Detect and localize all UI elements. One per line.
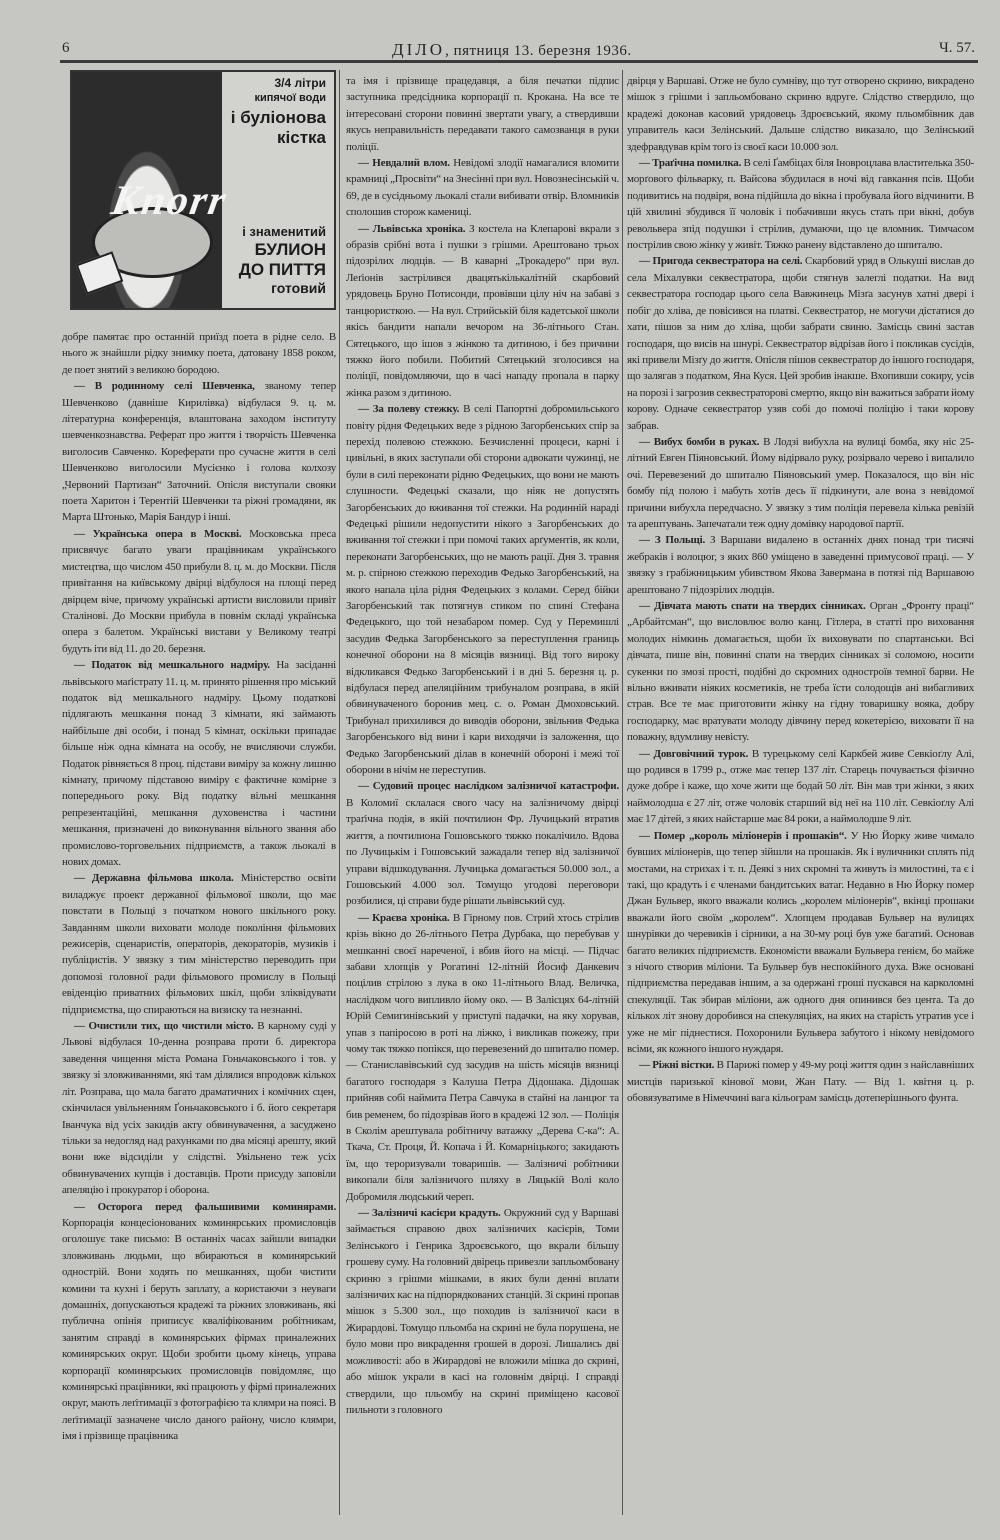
article <box>346 1205 619 1418</box>
article-body: двірця у Варшаві. Отже не було сумніву, що тут отворено скриню, викрадено мішок з грішми і запльомбовано скриню вдруге. Слідство ствердило, що крадежі доконав касовий урядовець Здроєвський, якому пльомбівник дав управитель каси Зелінський. Дальше слідство виказало, що Зелінський здефравдував крім того із своєї каси 10.000 зол. <box>627 75 974 153</box>
column-divider <box>622 70 623 1515</box>
article <box>627 746 974 828</box>
article-heading: — Залізничі касієри крадуть. <box>358 1207 501 1220</box>
page-number: 6 <box>62 40 70 56</box>
article <box>62 1199 336 1445</box>
header-rule <box>60 60 978 63</box>
article <box>62 526 336 657</box>
ad-text: готовий <box>271 280 326 296</box>
article-body: З Варшави видалено в останніх днях понад три тисячі жебраків і волоцюг, з яких 860 уміщено в заведенні примусової праці. — У звязку з грабіжницьким убивством Якова Завермана в потязі під Варшавою арештовано 7 підозрілих людців. <box>627 534 974 596</box>
issue-date: , пятниця 13. березня 1936. <box>445 43 632 59</box>
article-body: званому тепер Шевченково (давніше Кирилівка) відбулася 9. ц. м. літературна конференція, влаштована заходом інституту шевченкознавства. Реферат про життя і творчість Шевченка виголосив Савченко. Кореферати про сучасне життя в селі Шевченково виголосили Мусієнко і голова колхозу „Червоний Партизан“ Заточний. Опісля виступали свояки поета Харитон і Терентій Шевченки та ріжні громадяни, як Марта Штонько, Марія Бандур і інші. <box>62 380 336 524</box>
article-body: Орган „Фронту праці“ „Арбайтсман“, що висловлює волю канц. Гітлера, в статті про виховання молодих німкинь домагається, щоби їх виховувати по спартанськи. Всі дівчата, пише він, повинні спати на твердих сінниках зі соломою, носити сукенки по змозі прості, подібні до скромних одностроїв темної барви. Не вільно вживати ніяких косметиків, не треба їсти солодощів ані вибагливих страв. Все те має приготовити жінку на гідну товаришку вояка, добру господарку, має вратувати молоду дівчину перед кокетерією, виховати її на поважну, вдумливу невісту. <box>627 600 974 744</box>
column-divider <box>339 70 340 1515</box>
knorr-advertisement <box>70 70 336 310</box>
page-header <box>62 40 975 60</box>
article <box>627 598 974 746</box>
column-2 <box>346 73 619 1418</box>
article <box>627 434 974 532</box>
article-body: В карному суді у Львові відбулася 10-денна розправа проти б. директора заведення чищення міста Романа Гоньчаковського і тов. у звязку зі зловживаннями, які там ділялися впродовж кількох літ. Розправа, що мала багато драматичних і комічних сцен, скінчилася увільненням Ґоньчаковського і б. його секретаря Іванчука від усіх закидів акту обвинувачення, а засуджено тільки за недогляд над рахунками по два місяці арешту, який вони вже відсиділи у слідстві. Увільнено теж усіх обвинувачених купців і доставців. Проти присуду заповіли апеляцію і прокуратор і оборона. <box>62 1020 336 1197</box>
article <box>627 253 974 433</box>
ad-text: 3/4 літри <box>274 76 326 90</box>
article-heading: — В родинному селі Шевченка, <box>74 380 255 393</box>
article-body: та імя і прізвище працедавця, а біля печатки підпис заступника предсідника корпорації п. Крокана. На все те інтересовані сторони повинні звертати увагу, а ствердивши якусь неправильність передавати такого самозванця в руки поліції. <box>346 75 619 153</box>
article-body: В Лодзі вибухла на вулиці бомба, яку ніс 25-літний Евген Піяновський. Йому відірвало руку, розірвало черево і випалило очі. Перевезений до шпиталю Піяновський умер. Показалося, що він ніс бомбу під полою і мабуть хотів десь її підкинути, але вона з невідомої причини вибухла передчасно. У звязку з тим поліція перевела кілька ревізій та арештувань. Запечатали теж одну домівку народової партії. <box>627 435 974 530</box>
article-body: В турецькому селі Каркбей живе Севкіоґлу Алі, що родився в 1799 р., отже має тепер 137 літ. Старець почувається фізично дуже добре і каже, що хоче жити ще бодай 50 літ. Він мав три жінки, з яких наймолодша є 27 літ, отже чоловік старший від неї на 110 літ. Севкіоґлу Алі має 17 дітей, з яких найстарше має 84 роки, а наймолодше 9 літ. <box>627 747 975 826</box>
article-body: Московська преса присвячує багато уваги працівникам українського мистецтва, що числом 450 прибули 8. ц. м. до Москви. Після привітання на київському двірці відбулося на площі перед двірцем віче, причому українські артисти висловили привіт Сталінові. До Москви прибула в повнім складі українська опера з балетом. Українські вистави у Великому театрі будуть іти від 11. до 20. березня. <box>62 527 336 655</box>
article-heading: — Довговічний турок. <box>639 747 749 760</box>
article-heading: — Податок від мешкального надміру. <box>74 659 270 672</box>
article-heading: — Львівська хроніка. <box>358 222 466 235</box>
article <box>627 1057 974 1106</box>
article-heading: — Судовий процес наслідком залізничої катастрофи. <box>358 780 619 793</box>
masthead <box>392 40 632 60</box>
article-body: На засіданні львівського маґістрату 11. ц. м. принято рішення про міський податок від мешкального надміру. Цьому податкові підлягають мешкання понад 3 кімнати, які займають найбільше дві особи, і понад 5 кімнат, оскільки припадає більше ніж одна кімната на особу, не вчисляючи служби. Податок рівняється 8 проц. підстави вимiру за кожну лишню кімнату, причому підставою вимiру є фактичне комірне з попереднього року. Від податку вільні мешкання репрезентаційні, мешкання духовенства і частини мешкання, призначені до виконування вільного звання або промислово-торговельних підприємств, а також льокалі в нових домах. <box>62 659 336 868</box>
article-body: Невідомі злодії намагалися вломити крамниці „Просвіти“ на Знесінні при вул. Новознесінській ч. 69, де в сусідньому льокалі стали вибивати отвір. Вломників сполошив сторож камениці. <box>346 157 619 219</box>
article <box>62 870 336 1018</box>
article <box>346 155 619 221</box>
column-1 <box>62 329 336 1445</box>
article <box>627 73 974 155</box>
ad-text: і знаменитий <box>242 224 326 239</box>
article-body: В Парижі помер у 49-му році життя один з найславніших мистців паризької кінової мови, Жан Пату. — Від 1. квітня ц. р. обовязуватиме в Німеччині вага кільограм замісць дотеперішнього фунта. <box>627 1059 975 1105</box>
article-heading: — Невдалий влом. <box>358 157 450 170</box>
ad-text: кипячої води <box>254 92 326 104</box>
article-body: Скарбовий уряд в Олькуші вислав до села Міхалувки секвестратора, щоби стягнув залеглі податки. На вид секвестратора господар цього села Вавжинець Мізґа засунув хатні двері і побіг до хліва, де повісився на платві. Секвестратор, не могучи дістатися до хати, пішов за ним до хліва, щоби забрати свиню. Замісць свині застав господаря, що висів на шнурі. Секвестратор відрізав його і покликав сусідів, які привели Мізґу до життя. Опісля пішов секвестратор до іншого господаря, що залягав з податком, Яна Куся. Цей зробив інакше. Вхопивши сокиру, усів на порозі і загрозив секвестраторові смертю, якщо він важиться забрати йому корову. Одначе секвестратор узяв собі до помочі поліцію і таки корову забрав. <box>627 255 974 432</box>
article <box>62 657 336 870</box>
ad-text: БУЛИОН <box>254 240 326 259</box>
article-heading: — Українська опера в Москві. <box>74 527 242 540</box>
ad-text: ДО ПИТТЯ <box>238 260 326 279</box>
article-body: В Гірному пов. Стрий хтось стрілив крізь вікно до 26-літнього Петра Дурбака, що перебував у мешканні своєї нареченої, і вбив його на місці. — Підчас забави хлопців у Рогатині 12-літній Йосиф Данкевич поцілив стрілою з лука в око 11-літнього Влад. Величка, наслідком чого випливло йому око. — В Залісцях 64-літній Юрій Семигинівський у приступі падачки, на яку хорував, упав з папіросою в роті на ліжко, і викликав пожежу, при чому так тяжко попікся, що перевезений до шпиталю помер. — Станиславівський суд засудив на шість місяців вязниці багатого господаря з Калуша Петра Дідошака. Дідошак прийняв собі наймита Петра Савчука в стайні на ланцюг та бив ременем, бо підозрівав його в крадежі 12 зол. — Поліція в Сколім арештувала робітничу ватажку „Дерева С-ка“: А. Ткача, Ст. Проця, Й. Копача і Й. Комарніцького; закидають їм, що тероризували товаришів. — Залізничі робітники викопали біля залізничого шляху в Ляцькій Волі коло Добромиля людський череп. <box>346 911 619 1203</box>
issue-number: Ч. 57. <box>939 40 975 56</box>
ad-text: кістка <box>277 128 326 147</box>
article <box>62 329 336 378</box>
article <box>346 910 619 1205</box>
article-heading: — Дівчата мають спати на твердих сінниках. <box>639 600 866 612</box>
article-body: В Коломиї склалася свого часу на залізничому двірці траґічна подія, в якій почтилион Фр. Лучицький втратив життя, а почтилиона Гошовського тяжко покалічило. Вдова по Лучицькім і Гошовський зажадали тепер від залізничої управи відшкодування. Лучицька домагається 50.000 зол., а Гошовський 4.000 зол. Томущо угодові переговори розбилися, ці справи буде рішати львівський суд. <box>346 796 619 908</box>
article-heading: — З Польщі. <box>639 534 706 547</box>
article <box>627 155 974 253</box>
article <box>346 401 619 778</box>
knorr-logo: Knorr <box>107 178 232 224</box>
article <box>346 221 619 401</box>
article-body: Міністерство освіти виладжує проект державної фільмової школи, що має повстати в Польщі з початком нового шкільного року. Завданням школи виховати молоде покоління фільмових режисерів, сценаристів, операторів, декораторів, музиків і публіцистів. У звязку з тим міністерство переводить при допомозі головної ради фільмового промислу в Польщі евіденцію приватних фільмових шкіл, щоби зліквідувати підприємства, що спираються на визиску та незнанні. <box>62 872 336 1016</box>
article-body: Окружний суд у Варшаві займається справою двох залізничих касієрів, Томи Зелінського і Генрика Здроєвського, що вкрали більшу грошеву суму. На головний двірець привезли запльомбовану скриню з грішми мішками, в яких були денні вплати залізничих кас на підпорядкованих станцій. Зі скрині пропав мішок з 5.300 зол., що походив із залізничої каси в Жирардові. Томущо пльомба на скрині не була порушена, не було мови про викрадення грошей в дорозі. Лишались дві можливості: або в Жирардові не вложили мішка до скрині, або мішок украли в касі на головнім двірці. І справді ствердили, що пльомбу на скрині приміщено касової пильноти з головного <box>346 1207 620 1416</box>
article-body: Корпорація концесіонованих коминярських промисловців оголошує таке письмо: В останніх часах зайшли випадки зловживань людьми, що вбираються в коминярський однострій. Вони ходять по мешканнях, щоби чистити комини та кухні і беруть заплату, а користаючи з неуваги домашніх, допускаються крадежі та ріжних зловживань, які публична опінія приписує кваліфікованим робітникам, занятим справді в коминярських фірмах приналежних коминярських округ. Щоби зробити цьому кінець, управа корпорації коминярських промисловців повідомляє, що коминярські працівники, які працюють у фірмі приналежних округ, мають леґітимації з фотографією та клямри на поясі. В леґітимації зазначене число даного району, число клямри, імя і прізвище працівника <box>62 1216 336 1443</box>
article-body: добре памятає про останній приїзд поета в рідне село. В нього ж знайшли рідку знимку поета, датовану 1858 роком, де поет знятий з великою бородою. <box>62 331 336 376</box>
article-body: В селі Папортні добромильського повіту рідня Федецьких веде з рідною Загорбенських спір за перехід полевою стежкою. Безчисленні процеси, карні і цивільні, в яких заступали обі сторони адвокати чужинці, не були в силі переконати рідню Федецьких, що вони не мають слушности. Федецькі сказали, що ніяк не допустять Загорбенських до вживання тої стежки. На родинній нараді Федецькі рішили недопустити нікого з Загорбенських до вживання тої стежки і при помочі таких арґументів, як коли, переконати Загорбенських, що не мають рації. Дня 3. травня м. р. спірною стежкою переходив Федько Загорбенський, на якого напала ціла рідня Федецьких з колами. Серед бійки Загорбенський так потягнув стиком по спині Стефана Федецького, що той незабаром помер. Суд у Перемишлі засудив Федька Загорбенського за переступлення границь конечної оборони на 8 місяців вязниці. Від того вироку відкликався Федько Загорбенський і в дні 5. березня ц. р. відбулася перед апеляційним трибуналом розправа, в якій обвинуваченого боронив мец. с. о. Роман Дмоховський. Трибунал прихилився до виводів оборони, звільнив Федька Загорбенського від вини і кари виходячи із заложення, що Федько Загорбенський ділав в конечній обороні і межі тої оборони в нічім не переступив. <box>346 403 619 777</box>
article-heading: — Траґічна помилка. <box>639 157 742 170</box>
article-heading: — Помер „король міліонерів і прошаків“. <box>639 829 847 842</box>
article-heading: — Вибух бомби в руках. <box>639 435 760 448</box>
article-body: У Ню Йорку живе чимало бувших міліонерів, що тепер зійшли на прошаків. Як і вуличники сплять під мостами, на стрихах і т. п. Деякі з них скромні та живуть із милостині, та є і такі, що крадуть і є членами бандитських ватаг. Недавно в Ню Йорку помер Джан Бульвер, якого вважали колись „королем міліонерів“, вкінці прошаки вважали його своїм „королем“. Хлопцем продавав Бульвер на вулицях шнурівки до черевиків і сірники, а на 30-му році був уже багатий. Основав багато великих підприємств. Економісти вважали Бульвера генієм, бо майже з нічого створив міліони. Та Бульвер був неспокійного духа. Вже основані підприємства передавав іншим, а за одержані гроші пускався на карколомні спекуляції. Так збирав міліони, аж одного дня опинився без цента. Та до кількох літ знову доробився на спекуляціях, на яких на старість утратив усе і уже не міг піднестися. Похоронили Бульвера забутого і нікому невідомого всіми, як кожного іншого нуждаря. <box>627 829 974 1055</box>
article-heading: — За полеву стежку. <box>358 403 460 416</box>
article-heading: — Державна фільмова школа. <box>74 872 234 885</box>
article <box>627 532 974 598</box>
article <box>62 1018 336 1198</box>
article <box>346 778 619 909</box>
article-heading: — Ріжні вістки. <box>639 1059 715 1072</box>
article <box>346 73 619 155</box>
article-body: В селі Ґамбіцах біля Іновроцлава властителька 350-морґового фільварку, п. Вайсова збудилася в ночі від гавкання псів. Щоби подивитись на подвіря, вона підійшла до вікна і пробувала його відчинити. В цій хвилині збудився її чоловік і побачивши якусь стать при вікні, добув револьвера зпід подушки і стрілив, думаючи, що це вломник. Тимчасом пострілив свою жінку у живіт. Тяжко ранену відставлено до шпиталю. <box>627 157 974 252</box>
article-heading: — Краєва хроніка. <box>358 911 450 924</box>
article-heading: — Пригода секвестратора на селі. <box>639 255 803 268</box>
article-heading: — Осторога перед фальшивими коминярами. <box>74 1200 336 1213</box>
article <box>627 828 974 1058</box>
article <box>62 378 336 526</box>
article-heading: — Очистили тих, що чистили місто. <box>74 1020 254 1033</box>
column-3 <box>627 73 974 1107</box>
ad-text: і буліонова <box>230 108 326 127</box>
newspaper-title: ДІЛО <box>392 40 446 59</box>
article-body: З костела на Клепарові вкрали з образів срібні вота і пушки з грішми. Арештовано трьох підозрілих людців. — В каварні „Трокадеро“ при вул. Леґіонів застрілився двацятькількалітній скарбовий урядовець Бруно Потисонди, провівши цілу ніч на забаві з танцюристкою. — На вул. Стрийській біля кадетської школи якісь бандити напали вечором на 36-літнього Стан. Сятецького, що ішов з жінкою та дитиною, і без причини тяжко його побили. Побитий Сятецький зголосився на поліції, повідомляючи, що в часі нападу пропала в парку жінка разом з дитиною. <box>346 222 619 399</box>
